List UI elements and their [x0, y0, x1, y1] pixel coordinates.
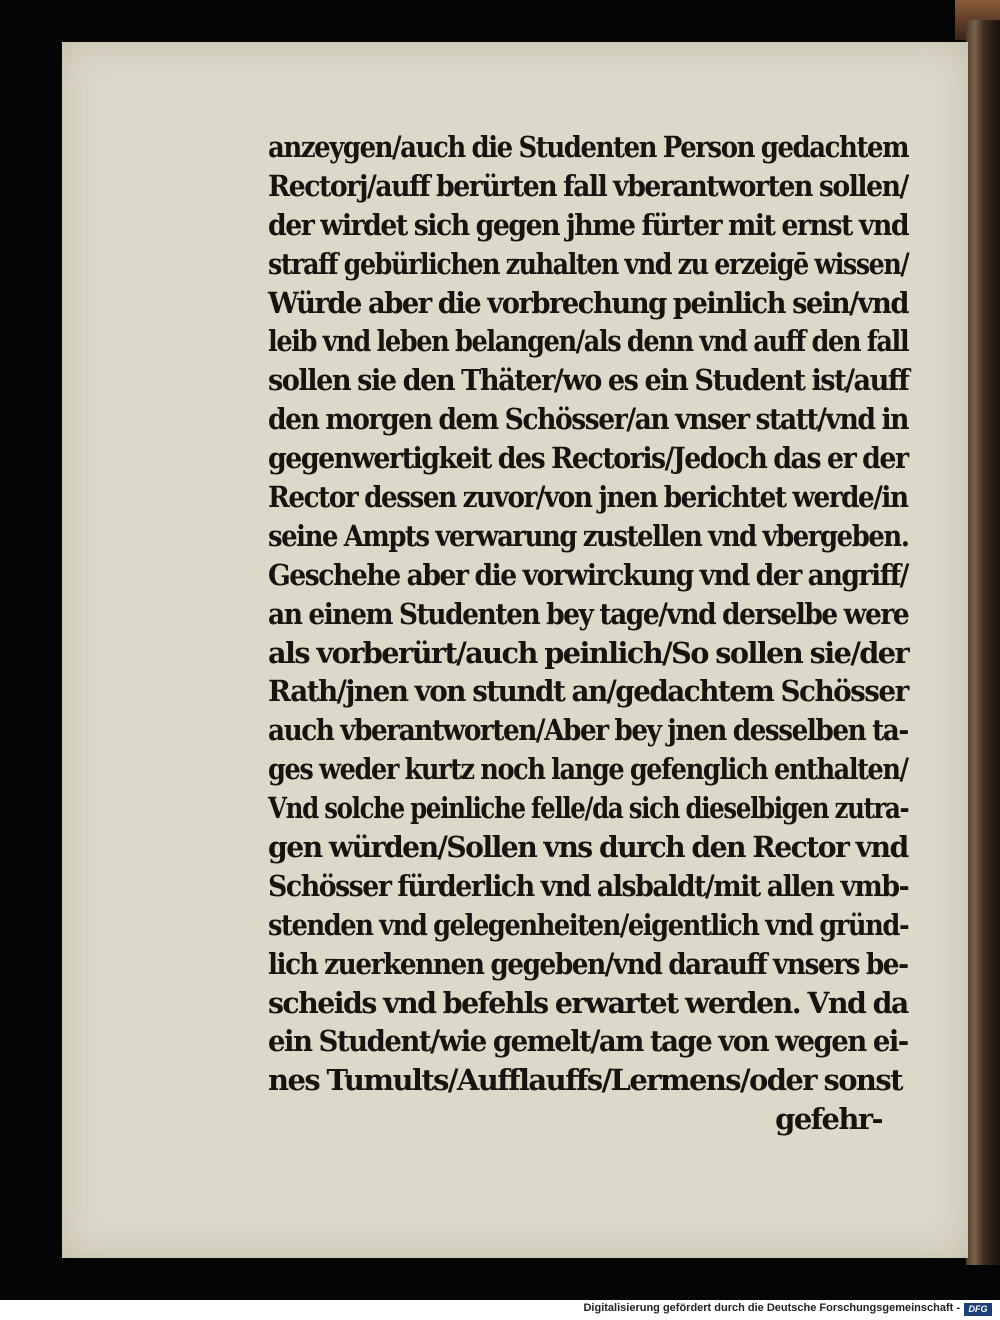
text-line: sollen sie den Thäter/wo es ein Student ist/auff — [268, 363, 909, 398]
funding-credit: Digitalisierung gefördert durch die Deutsche Forschungsgemeinschaft - — [583, 1302, 960, 1314]
text-line: Rector dessen zuvor/von jnen berichtet werde/in — [268, 480, 908, 515]
text-line: den morgen dem Schösser/an vnser statt/vnd in — [268, 402, 908, 437]
text-line: leib vnd leben belangen/als denn vnd auff den fall — [268, 324, 909, 359]
book-spine-edge — [966, 20, 1000, 1265]
text-line: Rectorj/auff berürten fall vberantworten sollen/ — [268, 168, 908, 203]
text-line: gegenwertigkeit des Rectoris/Jedoch das er der — [268, 441, 908, 476]
dfg-logo: DFG — [964, 1303, 992, 1316]
text-line: Schösser fürderlich vnd alsbaldt/mit allen vmb- — [268, 868, 909, 903]
text-line: seine Ampts verwarung zustellen vnd vbergeben. — [268, 518, 909, 553]
text-line: Würde aber die vorbrechung peinlich sein/vnd — [268, 285, 909, 320]
text-line: ein Student/wie gemelt/am tage von wegen ei- — [268, 1024, 908, 1059]
text-line: straff gebürlichen zuhalten vnd zu erzeigē wissen/ — [268, 246, 909, 281]
text-line: stenden vnd gelegenheiten/eigentlich vnd gründ- — [268, 907, 909, 942]
text-line: als vorberürt/auch peinlich/So sollen sie/der — [268, 635, 909, 670]
body-text — [268, 128, 908, 1139]
text-line: anzeygen/auch die Studenten Person gedachtem — [268, 130, 909, 164]
text-line: gen würden/Sollen vns durch den Rector vnd — [268, 830, 908, 865]
text-line: nes Tumults/Aufflauffs/Lermens/oder sonst — [268, 1063, 902, 1098]
text-line: Geschehe aber die vorwirckung vnd der angriff/ — [268, 557, 908, 592]
text-line: Vnd solche peinliche felle/da sich dieselbigen zutra- — [268, 791, 909, 826]
text-line: ges weder kurtz noch lange gefenglich enthalten/ — [268, 752, 908, 787]
text-line: lich zuerkennen gegeben/vnd darauff vnsers be- — [268, 946, 908, 981]
catchword: gefehr- — [775, 1102, 882, 1137]
text-line: scheids vnd befehls erwartet werden. Vnd da — [268, 985, 908, 1020]
text-line: auch vberantworten/Aber bey jnen desselben ta- — [268, 713, 908, 748]
footer-bar — [0, 1300, 1000, 1320]
text-line: der wirdet sich gegen jhme fürter mit ernst vnd — [268, 207, 909, 242]
text-line: Rath/jnen von stundt an/gedachtem Schösser — [268, 674, 908, 709]
text-line: an einem Studenten bey tage/vnd derselbe were — [268, 596, 909, 631]
